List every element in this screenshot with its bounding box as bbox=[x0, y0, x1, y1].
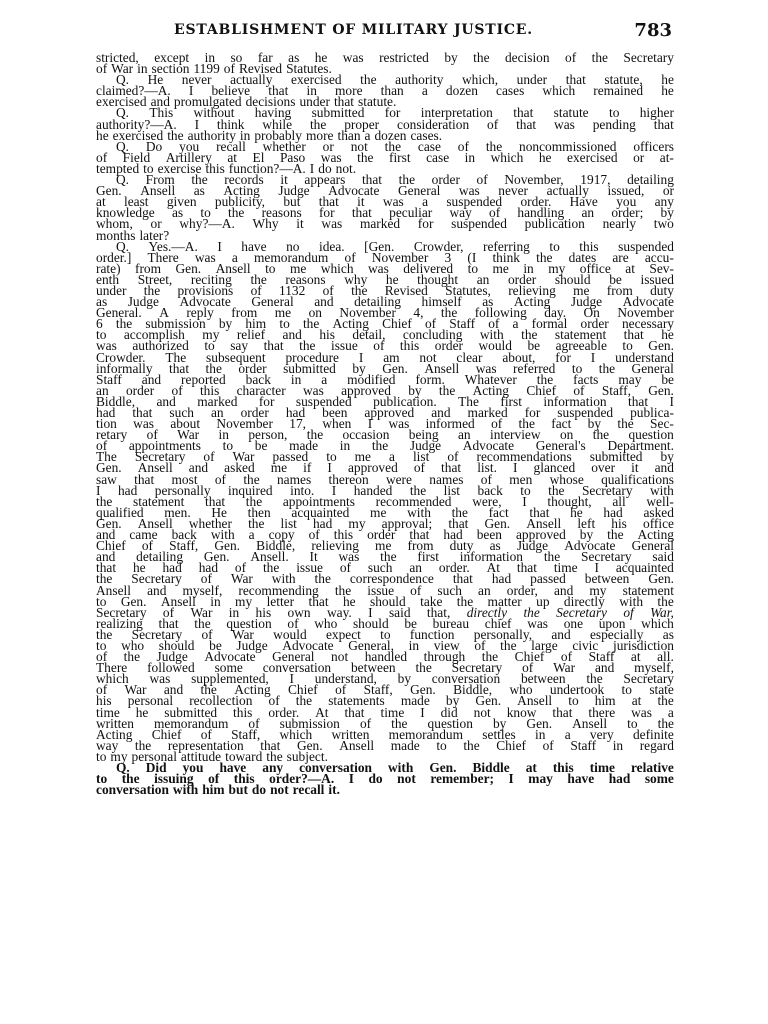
text-line: Q. Did you have any conversation with Gen. Biddle at this time relative bbox=[116, 760, 674, 775]
text-line: Chief of Staff, Gen. Biddle, relieving me from duty as Judge Advocate General bbox=[96, 538, 674, 554]
text-line: Acting Chief of Staff, which written memorandum settles in a very definite bbox=[96, 726, 674, 742]
text-line: Q. He never actually exercised the authority which, under that statute, he bbox=[116, 72, 674, 88]
text-line: of War and the Acting Chief of Staff, Gen. Biddle, who undertook to state bbox=[96, 682, 674, 698]
text-line: exercised and promulgated decisions under that statute. bbox=[96, 94, 397, 110]
text-line: of appointments to be made in the Judge Advocate General's Department. bbox=[96, 438, 674, 454]
text-line: informally that the order submitted by Gen. Ansell was referred to the General bbox=[96, 360, 674, 376]
text-line: and came back with a copy of this order that had been approved by the Acting bbox=[96, 527, 674, 543]
text-line: months later? bbox=[96, 227, 170, 243]
text-line: I had personally inquired into. I handed the list back to the Secretary with bbox=[96, 482, 674, 498]
text-line: an order of this character was approved by the Acting Chief of Staff, Gen. bbox=[96, 382, 674, 398]
text-line: written memorandum of submission of the question by Gen. Ansell to the bbox=[96, 715, 674, 731]
text-line: order.] There was a memorandum of November 3 (I think the dates are accu- bbox=[96, 249, 674, 265]
body-text bbox=[96, 50, 674, 798]
text-line: Ansell and myself, recommending the issue of such an order, and my statement bbox=[96, 582, 674, 598]
text-line: he exercised the authority in probably more than a dozen cases. bbox=[96, 127, 443, 143]
text-line: way the representation that Gen. Ansell made to the Chief of Staff in regard bbox=[96, 737, 674, 753]
text-line: that he had had of the issue of such an order. At that time I acquainted bbox=[96, 560, 674, 576]
text-line: time he submitted this order. At that time I did not know that there was a bbox=[96, 704, 674, 720]
text-line: Q. From the records it appears that the order of November, 1917, detailing bbox=[116, 172, 674, 188]
text-line: to who should be Judge Advocate General, in view of the large civic jurisdiction bbox=[96, 637, 674, 653]
text-line: was authorized to say that the issue of this order would be agreeable to Gen. bbox=[96, 338, 674, 354]
text-line: stricted, except in so far as he was restricted by the decision of the Secretary bbox=[96, 50, 674, 65]
text-line: retary of War in person, the occasion being an interview on the question bbox=[96, 427, 674, 443]
text-line: of Field Artillery at El Paso was the first case in which he exercised or at- bbox=[96, 149, 674, 165]
text-line: saw that most of the names thereon were names of men whose qualifications bbox=[96, 471, 674, 487]
text-line: Secretary of War in his own way. I said that, directly the Secretary of War, bbox=[96, 604, 674, 620]
text-line: tion was about November 17, when I was informed of the fact by the Sec- bbox=[96, 416, 674, 432]
running-title: ESTABLISHMENT OF MILITARY JUSTICE. bbox=[174, 22, 533, 38]
text-line: which was supplemented, I understand, by conversation between the Secretary bbox=[96, 671, 674, 687]
text-line: conversation with him but do not recall it. bbox=[96, 782, 340, 798]
text-line: General. A reply from me on November 4, the following day. On November bbox=[96, 305, 674, 321]
text-line: as Judge Advocate General and detailing himself as Acting Judge Advocate bbox=[96, 294, 674, 310]
text-line: Q. Do you recall whether or not the case of the noncommissioned officers bbox=[116, 138, 674, 154]
text-line: to Gen. Ansell in my letter that he should take the matter up directly with the bbox=[96, 593, 674, 609]
text-line: 6 the submission by him to the Acting Chief of Staff of a formal order necessary bbox=[96, 316, 674, 332]
text-line: Gen. Ansell and asked me if I approved of that list. I glanced over it and bbox=[96, 460, 674, 476]
text-line: to my personal attitude toward the subject. bbox=[96, 748, 328, 764]
text-line: to the issuing of this order?—A. I do not remember; I may have had some bbox=[96, 771, 674, 787]
text-line: authority?—A. I think while the proper consideration of that was pending that bbox=[96, 116, 674, 132]
text-line: Q. This without having submitted for interpretation that statute to higher bbox=[116, 105, 674, 121]
running-header bbox=[96, 22, 672, 44]
text-line: Gen. Ansell whether the list had my approval; that Gen. Ansell left his office bbox=[96, 515, 674, 531]
text-line: realizing that the question of who should be bureau chief was one upon which bbox=[96, 615, 674, 631]
text-line: tempted to exercise this function?—A. I do not. bbox=[96, 160, 357, 176]
text-line: Q. Yes.—A. I have no idea. [Gen. Crowder, referring to this suspended bbox=[116, 238, 674, 254]
page-number: 783 bbox=[634, 20, 672, 41]
text-line: under the provisions of 1132 of the Revised Statutes, relieving me from duty bbox=[96, 282, 674, 298]
text-line: The Secretary of War passed to me a list of recommendations submitted by bbox=[96, 449, 674, 465]
text-line: the Secretary of War would expect to function personally, and especially as bbox=[96, 626, 674, 642]
text-line: to accomplish my relief and his detail, concluding with the statement that he bbox=[96, 327, 674, 343]
text-line: Gen. Ansell as Acting Judge Advocate General was never actually issued, or bbox=[96, 183, 674, 199]
text-line: Crowder. The subsequent procedure I am not clear about, for I understand bbox=[96, 349, 674, 365]
text-line: had that such an order had been approved and marked for suspended publica- bbox=[96, 405, 674, 420]
text-line: knowledge as to the reasons for that peculiar way of handling an order; by bbox=[96, 205, 674, 221]
text-line: whom, or why?—A. Why it was marked for suspended publication nearly two bbox=[96, 216, 674, 232]
text-line: the Secretary of War with the correspondence that had passed between Gen. bbox=[96, 571, 674, 587]
text-line: of War in section 1199 of Revised Statutes. bbox=[96, 61, 332, 77]
text-line: and detailing Gen. Ansell. It was the first information the Secretary said bbox=[96, 549, 674, 565]
text-line: claimed?—A. I believe that in more than a dozen cases which remained he bbox=[96, 83, 674, 99]
text-line: his personal recollection of the statements made by Gen. Ansell to him at the bbox=[96, 693, 674, 709]
text-line: rate) from Gen. Ansell to me which was delivered to me in my office at Sev- bbox=[96, 260, 674, 276]
text-line: at least given publicity, but that it was a suspended order. Have you any bbox=[96, 194, 674, 210]
text-line: There followed some conversation between the Secretary of War and myself, bbox=[96, 660, 674, 676]
text-line: of the Judge Advocate General not handled through the Chief of Staff at all. bbox=[96, 649, 674, 665]
text-line: qualified men. He then acquainted me with the fact that he had asked bbox=[96, 504, 674, 520]
text-line: enth Street, reciting the reasons why he thought an order should be issued bbox=[96, 271, 674, 287]
text-line: the statement that the appointments recommended were, I thought, all well- bbox=[96, 493, 674, 509]
text-line: Staff and reported back in a modified form. Whatever the facts may be bbox=[96, 371, 674, 387]
text-line: Biddle, and marked for suspended publication. The first information that I bbox=[96, 393, 674, 409]
